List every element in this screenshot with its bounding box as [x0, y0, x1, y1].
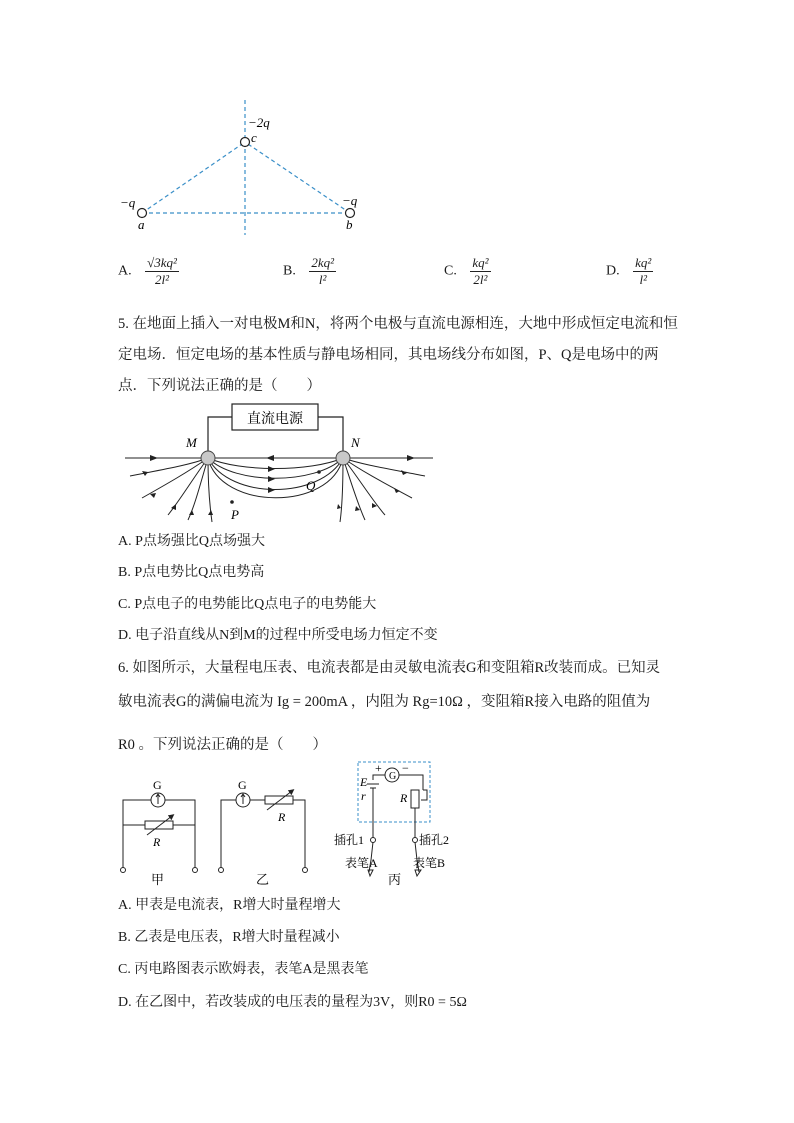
q4-option-b[interactable] [283, 256, 336, 287]
q4-option-a-fraction [145, 256, 179, 287]
yi-g-label: G [238, 778, 247, 792]
q4-option-b-numerator: 2kq² [311, 255, 335, 270]
probe-b-label: 表笔B [413, 856, 446, 870]
jia-r-label: R [153, 835, 161, 849]
q6-stem-line3: R0 。下列说法正确的是（ ） [118, 737, 328, 753]
circuit-jia [123, 800, 195, 868]
jack1-label: 插孔1 [334, 833, 365, 847]
q4-option-a-denominator: 2l² [155, 272, 170, 287]
q5-stem-line3: 点．下列说法正确的是（ ） [118, 378, 321, 394]
q5-stem-line1: 5. 在地面上插入一对电极M和N，将两个电极与直流电源相连，大地中形成恒定电流和恒 [118, 316, 678, 332]
charge-triangle-figure [110, 95, 370, 245]
yi-r-label: R [278, 810, 286, 824]
electrode-m-label: M [186, 435, 197, 450]
q4-option-b-letter: B. [283, 263, 296, 279]
q4-option-c-fraction [470, 256, 490, 287]
q6-option-a[interactable]: A. 甲表是电流表，R增大时量程增大 [118, 898, 341, 913]
q5-option-a[interactable]: A. P点场强比Q点场强大 [118, 534, 266, 549]
electric-field-figure [120, 400, 440, 525]
dc-source-label: 直流电源 [247, 412, 303, 427]
charge-b-value: −q [342, 193, 358, 208]
q4-option-d-fraction [633, 256, 653, 287]
q5-option-b[interactable]: B. P点电势比Q点电势高 [118, 565, 265, 580]
meter-circuits-figure [115, 760, 455, 890]
q4-option-b-denominator: l² [318, 272, 327, 287]
charge-c-label: c [251, 130, 257, 145]
bing-plus: + [375, 761, 382, 775]
charge-b-label: b [346, 217, 353, 232]
q4-option-a-letter: A. [118, 263, 132, 279]
charge-c [241, 138, 250, 147]
q5-option-d[interactable]: D. 电子沿直线从N到M的过程中所受电场力恒定不变 [118, 628, 438, 643]
q4-option-d-denominator: l² [639, 272, 647, 287]
electrode-n-label: N [351, 435, 360, 450]
q6-stem-line2: 敏电流表G的满偏电流为 Ig = 200mA ，内阻为 Rg=10Ω ，变阻箱R接入电路的阻值为 [118, 694, 651, 710]
q5-option-c[interactable]: C. P点电子的电势能比Q点电子的电势能大 [118, 597, 377, 612]
electrode-n [336, 451, 350, 465]
q4-option-a-numerator: √3kq² [147, 255, 177, 270]
bing-g-glyph: G [389, 771, 397, 782]
q6-option-c[interactable]: C. 丙电路图表示欧姆表，表笔A是黑表笔 [118, 962, 369, 977]
q5-stem-line2: 定电场．恒定电场的基本性质与静电场相同，其电场线分布如图，P、Q是电场中的两 [118, 347, 659, 363]
q4-option-d[interactable] [606, 256, 653, 287]
q4-option-d-letter: D. [606, 263, 620, 279]
probe-a-label: 表笔A [345, 856, 378, 870]
q4-option-c-numerator: kq² [472, 255, 489, 270]
charge-a-label: a [138, 217, 145, 232]
q4-option-c-denominator: 2l² [473, 272, 488, 287]
q4-option-a[interactable] [118, 256, 179, 287]
caption-bing: 丙 [388, 872, 402, 887]
bing-r-label: R [400, 791, 408, 805]
circuit-yi [221, 791, 305, 868]
point-q [317, 470, 321, 474]
q4-option-c-letter: C. [444, 263, 457, 279]
point-p-label: P [231, 507, 239, 522]
q4-option-b-fraction [309, 256, 336, 287]
q6-option-b[interactable]: B. 乙表是电压表，R增大时量程减小 [118, 930, 340, 945]
bing-minus: − [402, 761, 409, 775]
electrode-m [201, 451, 215, 465]
q6-stem-line1: 6. 如图所示，大量程电压表、电流表都是由灵敏电流表G和变阻箱R改装而成。已知灵 [118, 660, 661, 676]
point-q-label: Q [306, 478, 316, 493]
jia-g-label: G [153, 778, 162, 792]
point-p [230, 500, 234, 504]
jack2-label: 插孔2 [419, 833, 450, 847]
q6-option-d[interactable]: D. 在乙图中，若改装成的电压表的量程为3V，则R0 = 5Ω [118, 995, 467, 1010]
caption-yi: 乙 [256, 872, 270, 887]
q4-option-c[interactable] [444, 256, 491, 287]
charge-c-value: −2q [248, 115, 270, 130]
caption-jia: 甲 [151, 872, 165, 887]
charge-a-value: −q [120, 195, 136, 210]
bing-e-label: E [360, 775, 368, 789]
bing-r-small-label: r [361, 789, 366, 803]
q4-option-d-numerator: kq² [635, 255, 652, 270]
